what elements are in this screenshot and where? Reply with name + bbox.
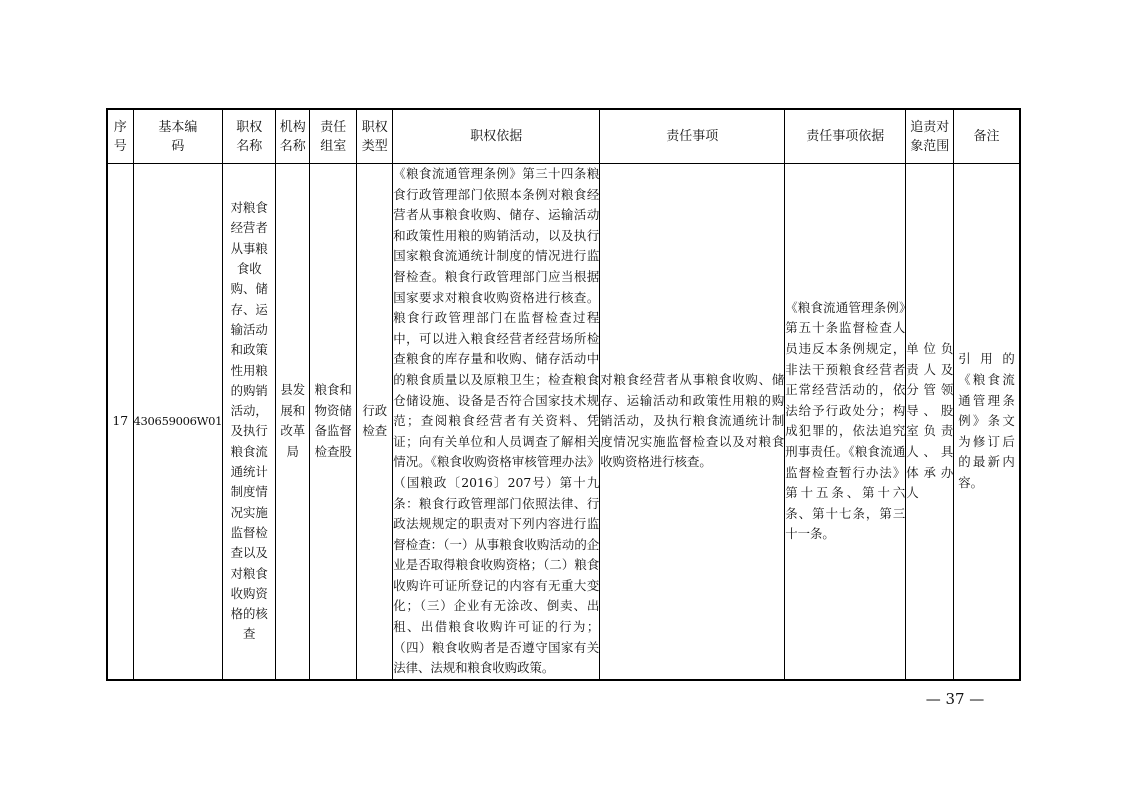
cell-basis: 《粮食流通管理条例》第三十四条粮食行政管理部门依照本条例对粮食经营者从事粮食收购、储存、运输活动和政策性用粮的购销活动，以及执行国家粮食流通统计制度的情况进行监督检查。粮食行政管理部门应当根据国家要求对粮食收购资格进行核查。粮食行政管理部门在监督检查过程中，可以进入粮食经营者经营场所检查粮食的库存量和收购、储存活动中的粮食质量以及原粮卫生；检查粮食仓储设施、设备是否符合国家技术规范；查阅粮食经营者有关资料、凭证；向有关单位和人员调查了解相关情况。《粮食收购资格审核管理办法》（国粮政〔2016〕207号）第十九条：粮食行政管理部门依照法律、行政法规规定的职责对下列内容进行监督检查：（一）从事粮食收购活动的企业是否取得粮食收购资格；（二）粮食收购许可证所登记的内容有无重大变化；（三）企业有无涂改、倒卖、出租、出借粮食收购许可证的行为；（四）粮食收购者是否遵守国家有关法律、法规和粮食收购政策。 — [393, 164, 600, 680]
cell-office: 粮食和物资储备监督检查股 — [310, 164, 357, 680]
cell-duty-basis: 《粮食流通管理条例》第五十条监督检查人员违反本条例规定，非法干预粮食经营者正常经营活动的，依法给予行政处分；构成犯罪的，依法追究刑事责任。《粮食流通监督检查暂行办法》第十五条、第十六条、第十七条，第三十一条。 — [785, 164, 906, 680]
page-number: — 37 — — [925, 690, 985, 708]
table-row — [107, 164, 1020, 680]
header-name: 职权名称 — [223, 109, 276, 164]
header-office: 责任组室 — [310, 109, 357, 164]
header-type: 职权类型 — [357, 109, 393, 164]
header-basis: 职权依据 — [393, 109, 600, 164]
header-remarks: 备注 — [954, 109, 1020, 164]
cell-seq: 17 — [107, 164, 133, 680]
header-duty: 责任事项 — [600, 109, 785, 164]
cell-code: 430659006W01 — [133, 164, 223, 680]
cell-accountability: 单位负责人及分管领导、股室负责人、具体承办人 — [906, 164, 954, 680]
cell-agency: 县发展和改革局 — [276, 164, 310, 680]
duty-table — [106, 108, 1021, 681]
header-seq: 序号 — [107, 109, 133, 164]
cell-type: 行政检查 — [357, 164, 393, 680]
header-duty-basis: 责任事项依据 — [785, 109, 906, 164]
header-agency: 机构名称 — [276, 109, 310, 164]
header-accountability: 追责对象范围 — [906, 109, 954, 164]
cell-name: 对粮食经营者从事粮食收购、储存、运输活动和政策性用粮的购销活动，及执行粮食流通统计制度情况实施监督检查以及对粮食收购资格的核查 — [223, 164, 276, 680]
header-row — [107, 109, 1020, 164]
cell-remarks: 引用的《粮食流通管理条例》条文为修订后的最新内容。 — [954, 164, 1020, 680]
cell-duty: 对粮食经营者从事粮食收购、储存、运输活动和政策性用粮的购销活动，及执行粮食流通统计制度情况实施监督检查以及对粮食收购资格进行核查。 — [600, 164, 785, 680]
header-code: 基本编码 — [133, 109, 223, 164]
